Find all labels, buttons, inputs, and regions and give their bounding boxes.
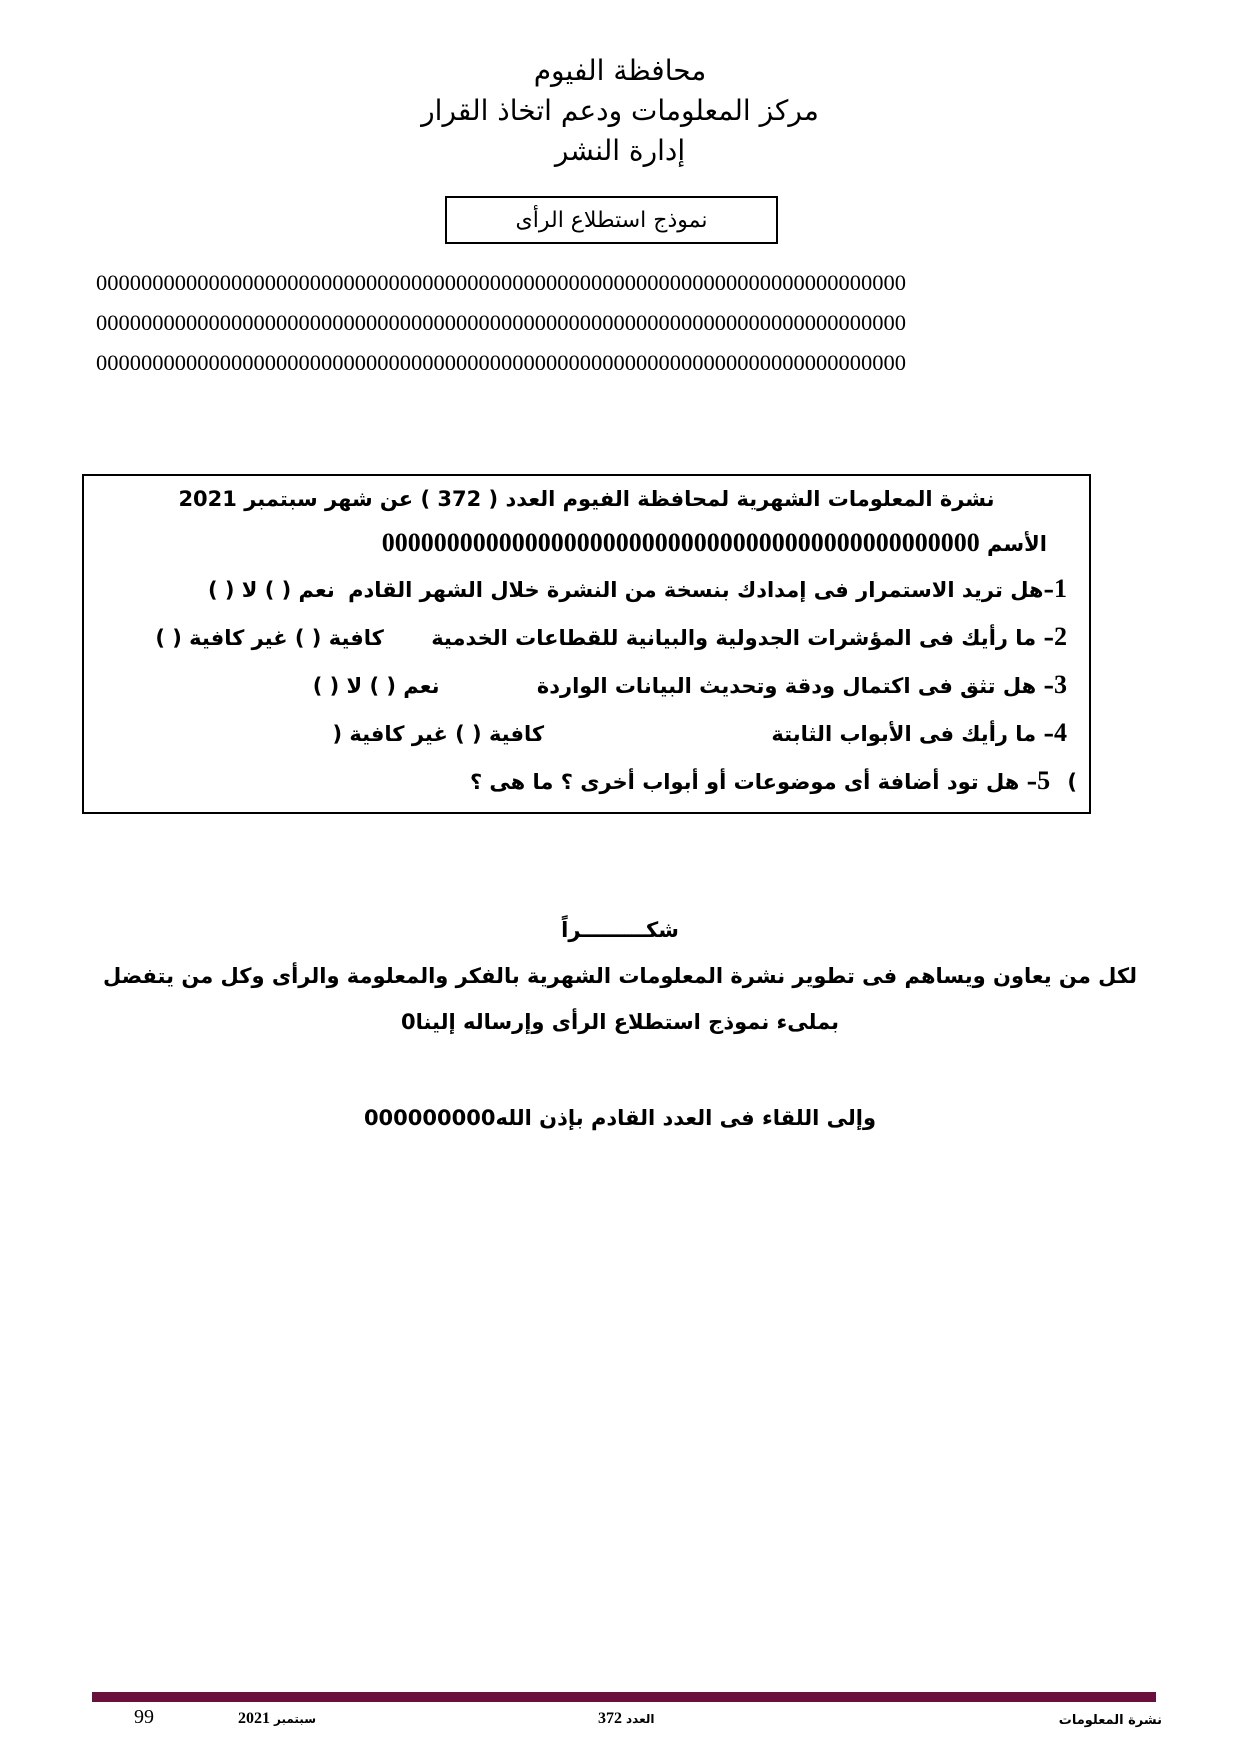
- thanks-title: شكـــــــــراً: [561, 918, 679, 942]
- q1-text: –هل تريد الاستمرار فى إمدادك بنسخة من النشرة خلال الشهر القادم: [348, 578, 1054, 602]
- footer-issue: [598, 1710, 654, 1728]
- q3-options[interactable]: نعم ( ) لا ( ): [312, 674, 440, 698]
- question-2: [155, 622, 1067, 653]
- question-1: [208, 574, 1067, 605]
- q4-options[interactable]: كافية ( ) غير كافية (: [332, 722, 545, 746]
- survey-heading: نشرة المعلومات الشهرية لمحافظة الفيوم العدد ( 372 ) عن شهر سبتمبر 2021: [178, 487, 995, 511]
- zero-line-2: 000000000000000000000000000000000000000000000000000000000000000000000000: [96, 310, 906, 335]
- q5-paren: ): [1067, 770, 1077, 794]
- question-4: [332, 718, 1067, 749]
- department-name: إدارة النشر: [554, 134, 686, 167]
- q5-text[interactable]: – هل تود أضافة أى موضوعات أو أبواب أخرى ؟ ما هى ؟: [469, 770, 1038, 794]
- q1-number: 1: [1054, 574, 1067, 603]
- footer-publication: نشرة المعلومات: [1058, 1713, 1162, 1728]
- thanks-line-2: بملىء نموذج استطلاع الرأى وإرساله إلينا0: [400, 1010, 840, 1034]
- footer-year: 2021: [238, 1710, 270, 1727]
- q2-number: 2: [1054, 622, 1067, 651]
- center-name: مركز المعلومات ودعم اتخاذ القرار: [421, 94, 819, 127]
- footer-bar: [92, 1692, 1156, 1702]
- q3-number: 3: [1054, 670, 1067, 699]
- footer-issue-number: 372: [598, 1710, 622, 1727]
- name-row: [382, 528, 1047, 559]
- footer-date: [238, 1710, 316, 1728]
- form-title-box: [445, 196, 778, 244]
- footer-issue-label: العدد: [626, 1712, 655, 1726]
- closing-line: وإلى اللقاء فى العدد القادم بإذن الله000000000: [363, 1106, 877, 1130]
- thanks-line-1: لكل من يعاون ويساهم فى تطوير نشرة المعلومات الشهرية بالفكر والمعلومة والرأى وكل من يتفضل: [103, 964, 1137, 988]
- name-label: الأسم: [987, 532, 1047, 556]
- q2-text: – ما رأيك فى المؤشرات الجدولية والبيانية للقطاعات الخدمية: [431, 626, 1054, 650]
- q4-text: – ما رأيك فى الأبواب الثابتة: [771, 722, 1054, 746]
- zero-line-3: 000000000000000000000000000000000000000000000000000000000000000000000000: [96, 350, 906, 375]
- q4-number: 4: [1054, 718, 1067, 747]
- question-3: [313, 670, 1067, 701]
- question-5: [470, 766, 1077, 797]
- q1-options[interactable]: نعم ( ) لا ( ): [207, 578, 335, 602]
- form-title: نموذج استطلاع الرأى: [515, 207, 708, 233]
- zero-line-1: 000000000000000000000000000000000000000000000000000000000000000000000000: [96, 270, 906, 295]
- name-field[interactable]: 0000000000000000000000000000000000000000000000: [381, 528, 980, 557]
- q3-text: – هل تثق فى اكتمال ودقة وتحديث البيانات الواردة: [536, 674, 1054, 698]
- page-number: 99: [134, 1706, 154, 1728]
- footer-month: سبتمبر: [274, 1712, 317, 1726]
- governorate-name: محافظة الفيوم: [533, 54, 707, 87]
- survey-box: [82, 474, 1091, 814]
- q5-number: 5: [1037, 766, 1051, 795]
- q2-options[interactable]: كافية ( ) غير كافية ( ): [155, 626, 384, 650]
